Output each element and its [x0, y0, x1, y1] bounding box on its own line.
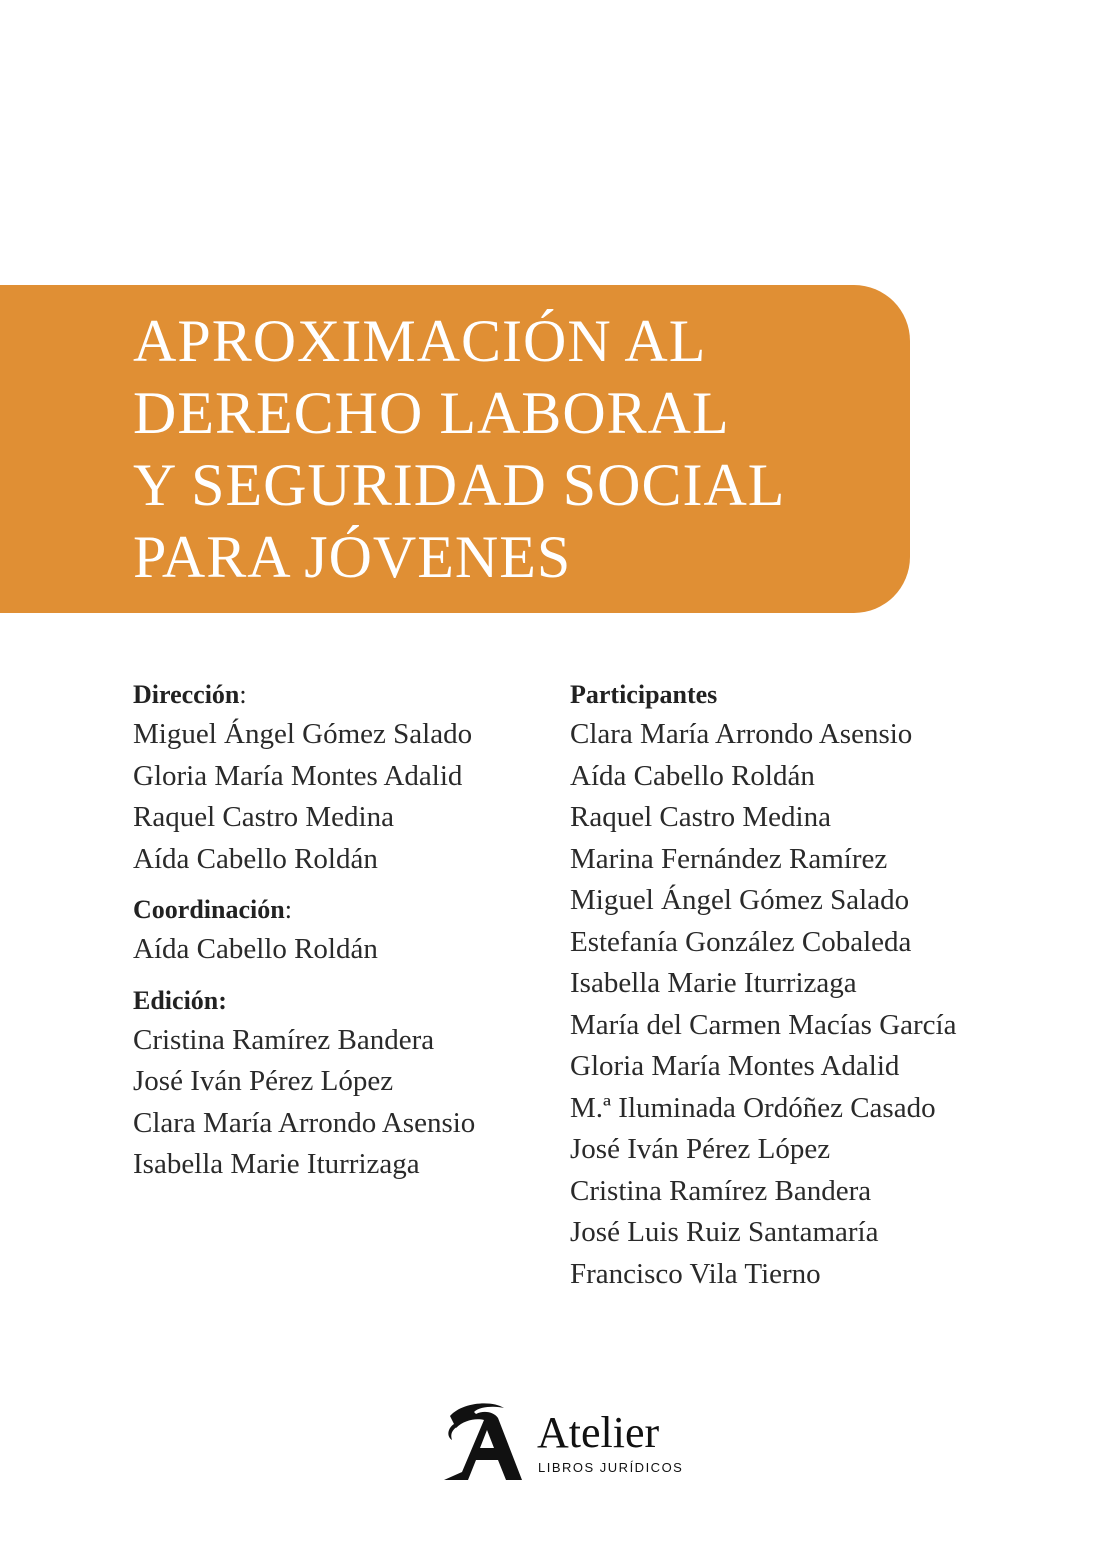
person-name: Gloria María Montes Adalid [570, 1050, 900, 1082]
book-title [133, 305, 785, 593]
person-name: Miguel Ángel Gómez Salado [570, 884, 910, 916]
title-band [0, 285, 910, 613]
person-name: Cristina Ramírez Bandera [133, 1023, 435, 1056]
person-name: José Iván Pérez López [133, 1065, 394, 1097]
title-line: Y SEGURIDAD SOCIAL [133, 452, 786, 518]
title-line: PARA JÓVENES [133, 524, 572, 590]
section-heading: Dirección: [133, 680, 247, 709]
direccion-section [133, 676, 553, 880]
credits-right-column [570, 676, 1090, 1306]
person-name: María del Carmen Macías García [570, 1008, 957, 1041]
person-name: Raquel Castro Medina [133, 801, 394, 833]
title-line: DERECHO LABORAL [133, 380, 730, 446]
person-name: Francisco Vila Tierno [570, 1257, 821, 1290]
person-name: Clara María Arrondo Asensio [570, 718, 913, 750]
person-name: Estefanía González Cobaleda [570, 925, 912, 958]
person-name: Miguel Ángel Gómez Salado [133, 718, 473, 750]
section-heading: Coordinación: [133, 895, 292, 924]
atelier-a-logo-icon [440, 1398, 532, 1490]
section-heading: Participantes [570, 680, 718, 709]
edicion-section [133, 982, 553, 1186]
person-name: Aída Cabello Roldán [133, 842, 378, 875]
participantes-section [570, 676, 1090, 1295]
publisher-logo [440, 1398, 684, 1490]
person-name: Isabella Marie Iturrizaga [133, 1148, 420, 1180]
section-heading: Edición: [133, 985, 227, 1015]
coordinacion-section [133, 891, 553, 971]
person-name: Clara María Arrondo Asensio [133, 1106, 476, 1139]
person-name: Raquel Castro Medina [570, 801, 831, 833]
person-name: José Luis Ruiz Santamaría [570, 1216, 879, 1248]
person-name: Gloria María Montes Adalid [133, 759, 463, 792]
credits-left-column [133, 676, 553, 1197]
person-name: José Iván Pérez López [570, 1133, 831, 1165]
person-name: Aída Cabello Roldán [570, 759, 815, 792]
person-name: Marina Fernández Ramírez [570, 842, 888, 875]
publisher-subtitle: LIBROS JURÍDICOS [538, 1460, 684, 1475]
person-name: Aída Cabello Roldán [133, 933, 378, 965]
person-name: M.ª Iluminada Ordóñez Casado [570, 1091, 936, 1124]
title-line: APROXIMACIÓN AL [133, 308, 707, 374]
publisher-name: Atelier [537, 1408, 660, 1457]
person-name: Cristina Ramírez Bandera [570, 1174, 872, 1207]
person-name: Isabella Marie Iturrizaga [570, 967, 857, 999]
